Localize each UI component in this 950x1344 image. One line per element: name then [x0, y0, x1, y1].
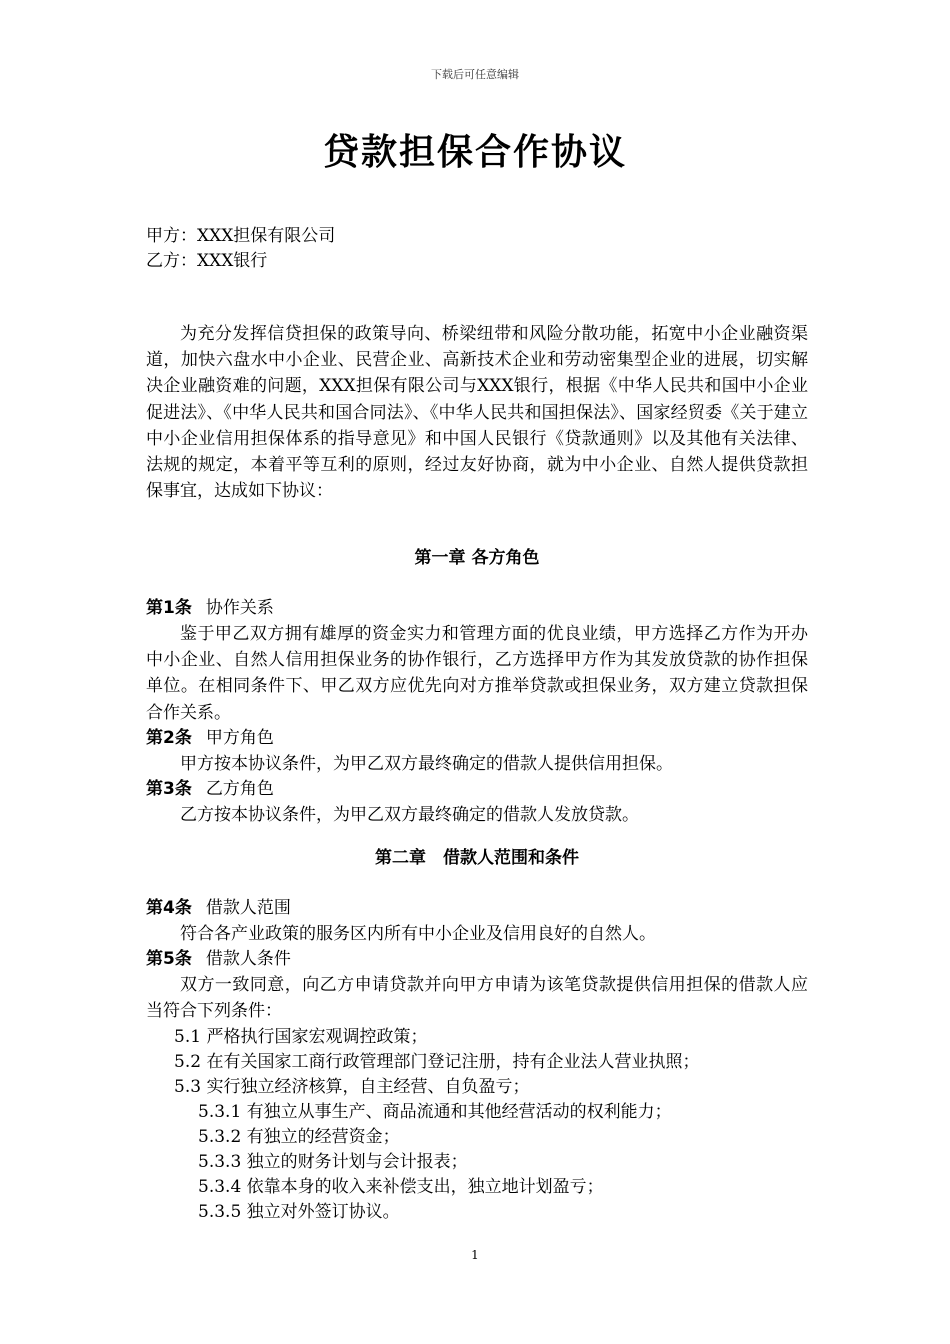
article-2-heading	[146, 726, 808, 751]
parties-block	[146, 224, 808, 274]
item-5-1: 5.1 严格执行国家宏观调控政策；	[174, 1026, 428, 1047]
intro-block	[146, 321, 808, 504]
chapter-2-articles	[146, 896, 808, 1225]
chapter-1-articles	[146, 596, 808, 828]
article-5-title: 借款人条件	[205, 949, 291, 970]
article-3-heading	[146, 777, 808, 802]
article-4-title: 借款人范围	[205, 898, 291, 918]
chapter-1-heading-wrap	[146, 546, 808, 571]
chapter-2-heading-wrap	[146, 846, 808, 871]
article-5-heading	[146, 947, 808, 972]
party-b: 乙方：XXX银行	[146, 251, 268, 271]
article-5-body: 双方一致同意，向乙方申请贷款并向甲方申请为该笔贷款提供信用担保的借款人应当符合下列条件：	[146, 975, 808, 1022]
article-1-title: 协作关系	[205, 598, 274, 618]
header-note: 下载后可任意编辑	[431, 68, 519, 81]
item-5-3-1: 5.3.1 有独立从事生产、商品流通和其他经营活动的权利能力；	[198, 1101, 672, 1122]
article-1-heading	[146, 596, 808, 621]
chapter-1-heading: 第一章 各方角色	[414, 548, 540, 568]
article-1-body: 鉴于甲乙双方拥有雄厚的资金实力和管理方面的优良业绩，甲方选择乙方作为开办中小企业、自然人信用担保业务的协作银行，乙方选择甲方作为其发放贷款的协作担保单位。在相同条件下、甲乙双方应优先向对方推举贷款或担保业务，双方建立贷款担保合作关系。	[146, 624, 808, 723]
article-2-number: 第2条	[146, 727, 192, 748]
article-2-body: 甲方按本协议条件，为甲乙双方最终确定的借款人提供信用担保。	[180, 753, 673, 774]
item-5-3-2: 5.3.2 有独立的经营资金；	[198, 1126, 400, 1147]
item-5-2: 5.2 在有关国家工商行政管理部门登记注册，持有企业法人营业执照；	[174, 1051, 700, 1072]
article-4-number: 第4条	[146, 898, 192, 918]
intro-paragraph: 为充分发挥信贷担保的政策导向、桥梁纽带和风险分散功能，拓宽中小企业融资渠道，加快六盘水中小企业、民营企业、高新技术企业和劳动密集型企业的进展，切实解决企业融资难的问题，XXX担保有限公司与XXX银行，根据《中华人民共和国中小企业促进法》、《中华人民共和国合同法》、《中华人民共和国担保法》、国家经贸委《关于建立中小企业信用担保体系的指导意见》和中国人民银行《贷款通则》以及其他有关法律、法规的规定，本着平等互利的原则，经过友好协商，就为中小企业、自然人提供贷款担保事宜，达成如下协议：	[146, 324, 808, 502]
article-4-heading	[146, 896, 808, 921]
item-5-3-3: 5.3.3 独立的财务计划与会计报表；	[198, 1151, 468, 1172]
item-5-3-4: 5.3.4 依靠本身的收入来补偿支出，独立地计划盈亏；	[198, 1176, 604, 1197]
document-title: 贷款担保合作协议	[322, 132, 627, 173]
article-3-body: 乙方按本协议条件，为甲乙双方最终确定的借款人发放贷款。	[180, 805, 639, 826]
chapter-2-heading: 第二章 借款人范围和条件	[375, 848, 579, 868]
item-5-3: 5.3 实行独立经济核算，自主经营、自负盈亏；	[174, 1076, 530, 1097]
article-2-title: 甲方角色	[205, 727, 274, 748]
page-number: 1	[471, 1248, 479, 1262]
article-5-number: 第5条	[146, 949, 192, 970]
article-4-body: 符合各产业政策的服务区内所有中小企业及信用良好的自然人。	[180, 924, 656, 944]
party-a: 甲方：XXX担保有限公司	[146, 226, 336, 246]
item-5-3-5: 5.3.5 独立对外签订协议。	[198, 1201, 400, 1222]
article-3-number: 第3条	[146, 779, 192, 800]
article-3-title: 乙方角色	[205, 779, 274, 800]
article-1-number: 第1条	[146, 598, 192, 618]
